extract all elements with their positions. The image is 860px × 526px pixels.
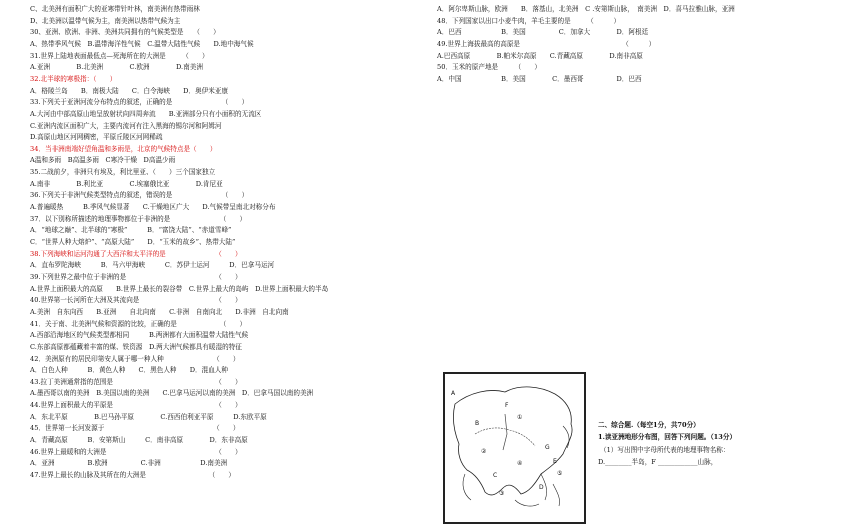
question-line-left: 33.下列关于亚洲河流分布特点的叙述，正确的是 （ ） [30,98,249,107]
map-label: A [451,390,456,397]
question-line-left: 42．美洲原有的居民印第安人属于哪一种人种 （ ） [30,354,240,363]
question-line-left: A.墨西哥以南的美洲 B.美国以南的美洲 C.巴拿马运河以南的美洲 D．巴拿马国以南的美洲 [30,389,314,398]
question-line-left: 32.北半球的寒极指：（ ） [30,74,117,83]
asia-map-outline [445,374,584,522]
question-line-left: A.亚洲 B.北美洲 C.欧洲 D.南美洲 [30,63,203,72]
question-line-left: A.普遍暖热 B.季风气候显著 C.干燥地区广大 D.气候带呈南北对称分布 [30,203,276,212]
question-line-left: 41．关于南、北美洲气候和资源的比较，正确的是 （ ） [30,319,247,328]
question-line-left: 40.世界第一长河所在大洲及其流向是 （ ） [30,296,242,305]
map-label: E [553,458,557,465]
question-line-left: D、北美洲以温带气候为主，南美洲以热带气候为主 [30,16,181,25]
question-line-left: A、热带季风气候 B.温带海洋性气候 C.温带大陆性气候 D.地中海气候 [30,39,254,48]
question-line-left: C.亚洲内流区面积广大，主要内流河有注入黑海的锡尔河和阿姆河 [30,121,222,130]
map-label: C [493,472,498,479]
map-label: ① [517,414,523,421]
question-line-left: 47.世界上最长的山脉及其所在的大洲是 （ ） [30,471,235,479]
question-line-right: A．巴西 B．美国 C．加拿大 D．阿根廷 [437,28,649,37]
map-label: D [539,484,544,491]
question-line-left: A.美洲 自东向西 B.亚洲 自北向南 C.非洲 自南向北 D.非洲 自北向南 [30,307,289,316]
question-line-left: A.世界上面积最大的高原 B.世界上最长的裂谷带 C.世界上最大的岛屿 D.世界上面积最大的半岛 [30,284,329,293]
asia-map [443,372,586,524]
question-line-left: 45．世界第一长河发源于 （ ） [30,424,240,433]
question-line-left: 46.世界上最暖和的大洲是 （ ） [30,447,242,456]
question-line-left: 44.世界上面积最大的平原是 （ ） [30,401,242,410]
question-line-left: 31.世界上陆地表面最低点—死海所在的大洲是 （ ） [30,51,209,60]
question-line-right: A．阿尔卑斯山脉，欧洲 B．落基山，北美洲 C .安第斯山脉， 南美洲 D．喜马拉雅山脉，亚洲 [437,5,735,13]
map-label: F [505,402,509,409]
question-line-left: 38.下列海峡和运河沟通了大西洋和太平洋的是 （ ） [30,249,242,258]
question-line-left: C、北美洲有面积广大的亚寒带针叶林，南美洲有热带雨林 [30,5,200,13]
question-line-left: A温和多雨 B高温多雨 C寒冷干燥 D高温少雨 [30,156,176,165]
question-line-left: A.大河由中部高原山地呈放射状向四周奔流 B.亚洲部分只有小面积的无流区 [30,109,262,118]
question-line-right: A.巴西高原 B.帕米尔高原 C.青藏高原 D.南非高原 [437,51,643,60]
question-line-left: A．东北平原 B.巴马孙平原 C.西西伯利亚平原 D.东欧平原 [30,412,267,421]
map-label: ④ [517,460,523,467]
section-title: 二、综合题.（每空1分，共70分） [598,421,700,429]
question-line-right: 48．下列国家以出口小麦牛肉，羊毛主要的是 （ ） [437,16,621,25]
question-line-left: 34．当非洲南端好望角温和多雨是，北京的气候特点是（ ） [30,144,217,153]
question-line-left: A．直布罗陀海峡 B．马六甲海峡 C．苏伊士运河 D．巴拿马运河 [30,261,275,270]
question-line-left: A.南非 B.利比亚 C.埃塞俄比亚 D.肯尼亚 [30,179,223,188]
question-line-left: C．“世界人种大熔炉”、“高原大陆” D．“玉米的故乡”、热带大陆” [30,238,236,246]
question-line-left: 43.拉丁美洲通常指的范围是 （ ） [30,377,242,386]
question-line-left: A．白色人种 B．黄色人种 C．黑色人种 D．混血人种 [30,366,228,375]
question-line-left: 36.下列关于非洲气候类型特点的叙述，错误的是 （ ） [30,191,249,200]
question-line-left: D.高原山地区河网稠密，平原丘陵区河网稀疏 [30,133,163,142]
map-label: B [475,420,480,427]
map-label: ② [481,448,487,455]
map-label: G [545,444,550,451]
question-line-left: A．青藏高原 B．安第斯山 C．南非高原 D．东非高原 [30,436,248,445]
question-line-left: 39.下列世界之最中位于非洲的是 （ ） [30,272,242,281]
question-line-right: 50．玉米的原产地是 （ ） [437,63,541,72]
question-line-left: A.西部沿海地区的气候类型都相同 B.两洲都有大面积温带大陆性气候 [30,331,249,340]
map-label: ⑤ [557,470,563,477]
question-line-left: 30、亚洲、欧洲、非洲、美洲共同拥有的气候类型是 （ ） [30,28,220,37]
question-1b: D.________半岛，F ____________山脉， [598,458,718,466]
question-line-right: 49.世界上海拔最高的高原是 （ ） [437,39,656,48]
question-line-left: A．格陵兰岛 B．南极大陆 C．白令海峡 D．奥伊米亚康 [30,86,228,95]
map-label: ③ [499,490,505,497]
question-line-left: C.东部高原都蕴藏着丰富的煤、铁资源 D.两大洲气候都具有暖湿的特征 [30,342,242,351]
question-line-right: A．中国 B．美国 C．墨西哥 D．巴西 [437,74,642,83]
question-line-left: 35.二战前夕，非洲只有埃及，利比里亚、（ ）三个国家独立 [30,168,216,177]
question-line-left: 37．以下别称所描述的地理事物都位于非洲的是 （ ） [30,214,247,223]
question-line-left: A．“地球之巅”、北半球的“寒极” B．“富饶大陆”、“赤道雪峰” [30,226,232,235]
question-1: 1.读亚洲地形分布图，回答下列问题。（13分） [598,433,737,441]
question-line-left: A．亚洲 B.欧洲 C.非洲 D.南美洲 [30,459,228,468]
question-1a: （1）写出图中字母所代表的地理事物名称： [600,446,730,454]
